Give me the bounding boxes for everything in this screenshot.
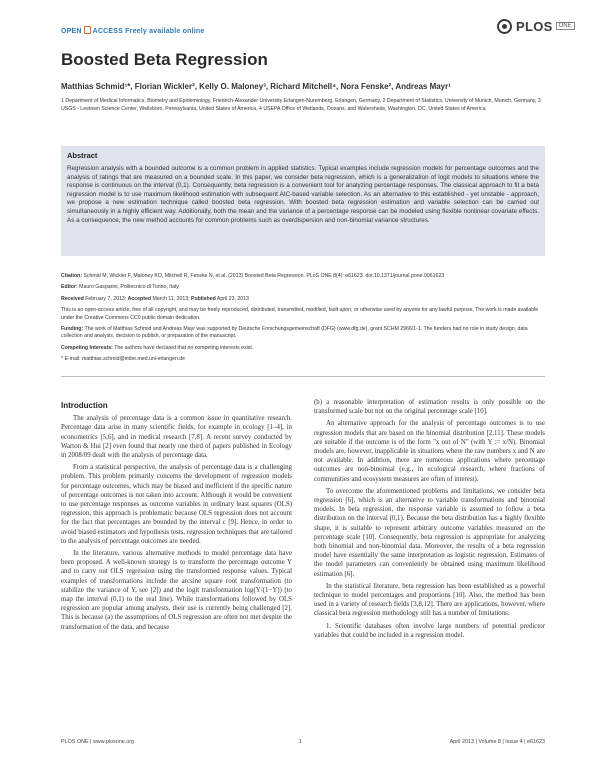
email[interactable]: * E-mail: matthias.schmid@imbe.med.uni-erlangen.de xyxy=(61,356,186,363)
footer-issue: April 2013 | Volume 8 | Issue 4 | e61623 xyxy=(449,739,545,745)
article-metadata xyxy=(61,273,547,368)
section-heading-introduction: Introduction xyxy=(61,401,108,410)
plos-logo-icon xyxy=(497,19,512,34)
paragraph: In the statistical literature, beta regression has been established as a powerful technique to model percentages and proportions [10]. Also, the method has been used in a variety of research fields [3,8,12]. There are applications, however, where classical beta regression methodology still has a number of limitations: xyxy=(314,582,545,618)
funding: Funding: The work of Matthias Schmid and Andreas Mayr was supported by Deutsche Forschungsgemeinschaft (DFG) (www.dfg.de), grant SCHM 2966/1-1. The funders had no role in study design, data collection and analysis, decision to publish, or preparation of the manuscript. xyxy=(61,326,528,340)
license: This is an open-access article, free of all copyright, and may be freely reproduced, distributed, transmitted, modified, built upon, or otherwise used by anyone for any lawful purpose. The work is made available under the Creative Commons CC0 public domain dedication. xyxy=(61,307,539,321)
citation: Citation: Schmid M, Wickler F, Maloney KO, Mitchell R, Fenske N, et al. (2013) Boosted Beta Regression. PLoS ONE 8(4): e61623. doi:10.1371/journal.pone.0061623 xyxy=(61,273,445,279)
article-title: Boosted Beta Regression xyxy=(61,50,268,69)
abstract-box xyxy=(61,146,545,256)
plos-one-logo[interactable]: PLOS ONE xyxy=(497,11,575,41)
page-number: 1 xyxy=(299,739,302,745)
dates: Received February 7, 2013; Accepted March 11, 2013; Published April 23, 2013 xyxy=(61,295,249,302)
abstract-text: Regression analysis with a bounded outcome is a common problem in applied statistics. Typical examples include regression models for percentage outcomes and the analysis of ratings that are measured on a bounded scale. In this paper, we consider beta regression, which is a generalization of logit models to situations where the response is continuous on the interval (0,1). Consequently, beta regression is a convenient tool for analyzing percentage responses. The classical approach to fit a beta regression model is to use maximum likelihood estimation with subsequent AIC-based variable selection. As an alternative to this established - yet unstable - approach, we propose a new estimation technique called boosted beta regression. With boosted beta regression estimation and variable selection can be carried out simultaneously in a highly efficient way. Additionally, both the mean and the variance of a percentage response can be modeled using flexible nonlinear covariate effects. As a consequence, the new method accounts for common problems such as overdispersion and non-binomial variance structures. xyxy=(67,165,539,224)
right-column xyxy=(314,398,545,643)
divider xyxy=(61,376,545,377)
paragraph: The analysis of percentage data is a common issue in quantitative research. Percentage data arise in many scientific fields, for example in ecology [1–4], in econometrics [5,6], and in medical research [7,8]. A recent survey conducted by Warton & Hui [2] even found that nearly one third of papers published in Ecology in 2008/09 dealt with the analysis of percentage data. xyxy=(61,415,292,460)
paragraph: In the literature, various alternative methods to model percentage data have been proposed. A well-known strategy is to transform the percentage outcome Y and to carry out OLS regression using the transformed response values. Typical examples of transformations include the arcsine square root transformation (to stabilize the variance of Y, see [2]) and the logit transformation log(Y/(1−Y)) (to map the interval (0,1) to the real line). While transformations followed by OLS regression are popular among analysts, their use is currently being challenged [2]. This is because (a) the assumptions of OLS regression are often not met despite the transformation of the data, and because xyxy=(61,550,292,631)
affiliations: 1 Department of Medical Informatics, Biometry and Epidemiology, Friedrich-Alexander University Erlangen-Nuremberg, Erlangen, Germany, 2 Department of Statistics, University of Munich, Munich, Germany, 3 USGS - Leetown Science Center, Wellsboro, Pennsylvania, United States of America, 4 USEPA Office of Wetlands, Oceans, and Watersheds, Washington, DC, United States of America xyxy=(61,98,541,113)
footer-journal: PLOS ONE | www.plosone.org xyxy=(61,739,135,745)
paragraph: From a statistical perspective, the analysis of percentage data is a challenging problem. This problem primarily concerns the development of regression models for percentage outcomes, which may be biased and inefficient if the specific nature of percentage outcomes is not taken into account. Although it would be convenient to use percentage responses as outcome variables in ordinary least squares (OLS) regression, this approach is problematic because OLS regression does not account for the fact that percentages are bounded by the interval c [9]. Hence, in order to avoid biased estimators and hypothesis tests, regression techniques that are tailored to the analysis of percentage outcomes are needed. xyxy=(61,464,292,545)
paragraph: (b) a reasonable interpretation of estimation results is only possible on the transformed scale but not on the original percentage scale [10]. xyxy=(314,399,545,416)
editor: Editor: Mauro Gasparini, Politecnico di Torino, Italy xyxy=(61,284,179,291)
abstract-heading: Abstract xyxy=(67,151,98,160)
open-lock-icon xyxy=(84,26,91,34)
list-item: 1. Scientific databases often involve large numbers of potential predictor variables that could be included in a regression model. xyxy=(314,622,545,639)
competing-interests: Competing Interests: The authors have declared that no competing interests exist. xyxy=(61,344,254,351)
paragraph: An alternative approach for the analysis of percentage outcomes is to use regression models that are based on the binomial distribution [2,11]. These models are suitable if the outcome is of the form "x out of N" (with Y := x/N). Binomial models are, however, inapplicable in situations where the raw numbers x and N are not available. In addition, there are numerous applications where percentage outcomes are non-binomial (e.g., in ecological research, where fractions of communities and ecosystem measures are often of interest). xyxy=(314,420,545,483)
freely-available-text: Freely available online xyxy=(125,28,205,35)
journal-header xyxy=(0,0,600,48)
author-list: Matthias Schmid¹*, Florian Wickler², Kelly O. Maloney³, Richard Mitchell⁴, Nora Fenske², Andreas Mayr¹ xyxy=(61,82,451,91)
left-column xyxy=(61,401,292,635)
paragraph: To overcome the aforementioned problems and limitations, we consider beta regression [6], which is an alternative to variable transformations and binomial models. In beta regression, the response variable is assumed to follow a beta distribution on the interval (0,1). Because the beta distribution has a highly flexible shape, it is suitable to represent arbitrary outcome variables measured on the percentage scale [10]. Consequently, beta regression is appropriate for analyzing both binomial and non-binomial data. Moreover, the results of a beta regression model have essentially the same interpretation as logistic regression. Estimates of the model parameters can conveniently be obtained using maximum likelihood estimation [6]. xyxy=(314,487,545,578)
open-access-label: OPEN ACCESS Freely available online xyxy=(61,28,205,35)
